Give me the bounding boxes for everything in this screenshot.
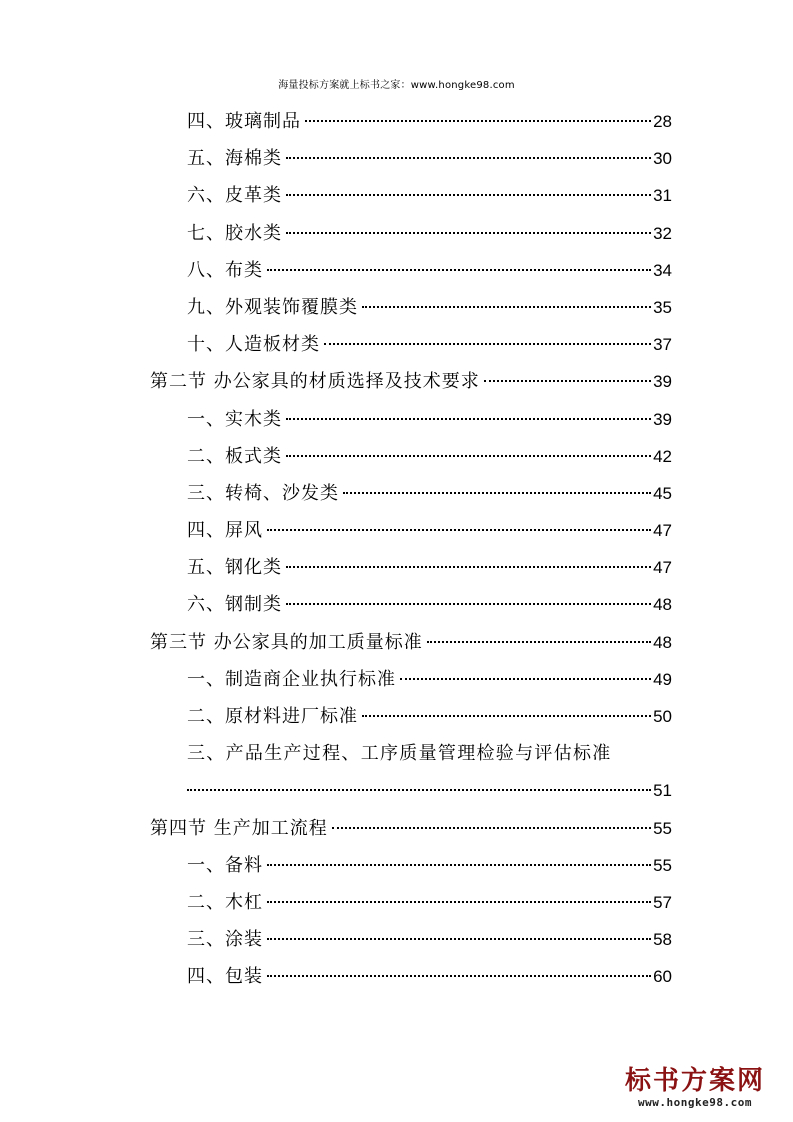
toc-entry-title: 二、原材料进厂标准 (187, 706, 358, 727)
toc-entry-page: 39 (653, 372, 672, 392)
toc-entry-title: 第三节 办公家具的加工质量标准 (150, 631, 423, 653)
toc-entry-title: 第二节 办公家具的材质选择及技术要求 (150, 371, 480, 393)
toc-entry-page: 48 (653, 632, 672, 652)
toc-entry[interactable] (150, 698, 672, 735)
toc-entry-title: 八、布类 (187, 259, 263, 281)
toc-entry-title: 五、钢化类 (187, 557, 282, 579)
toc-entry[interactable] (150, 252, 672, 289)
toc-dot-leader (362, 715, 651, 717)
page-header: 海量投标方案就上标书之家：www.hongke98.com (278, 80, 515, 91)
toc-entry-title: 四、屏风 (187, 520, 263, 542)
toc-entry-page: 55 (653, 855, 672, 875)
toc-dot-leader (286, 232, 651, 234)
toc-dot-leader (286, 455, 651, 457)
toc-entry[interactable] (150, 475, 672, 512)
toc-dot-leader (332, 827, 651, 829)
toc-entry[interactable] (150, 326, 672, 363)
toc-entry-page: 37 (653, 335, 672, 355)
toc-entry-title: 五、海棉类 (187, 148, 282, 170)
toc-entry-page: 55 (653, 818, 672, 838)
toc-entry[interactable] (150, 586, 672, 623)
toc-dot-leader (427, 641, 651, 643)
toc-entry[interactable] (150, 438, 672, 475)
toc-entry[interactable] (150, 140, 672, 177)
toc-entry-title: 一、制造商企业执行标准 (187, 668, 396, 690)
toc-entry-page: 45 (653, 483, 672, 503)
toc-dot-leader (305, 120, 651, 122)
watermark-logo (615, 1066, 775, 1110)
toc-dot-leader (286, 603, 651, 605)
toc-entry[interactable] (150, 549, 672, 586)
toc-entry-title: 第四节 生产加工流程 (150, 817, 328, 839)
toc-entry[interactable] (150, 847, 672, 884)
toc-entry[interactable] (150, 401, 672, 438)
toc-dot-leader (267, 864, 651, 866)
toc-entry[interactable] (150, 177, 672, 214)
toc-entry[interactable] (150, 215, 672, 252)
toc-dot-leader (400, 678, 651, 680)
toc-dot-leader (362, 306, 651, 308)
toc-dot-leader (343, 492, 651, 494)
toc-entry[interactable] (150, 884, 672, 921)
toc-entry-page: 34 (653, 260, 672, 280)
toc-entry-page: 60 (653, 967, 672, 987)
toc-entry-page: 39 (653, 409, 672, 429)
toc-entry-page: 50 (653, 707, 672, 726)
toc-dot-leader (286, 157, 651, 159)
toc-entry-page: 47 (653, 558, 672, 578)
toc-dot-leader (267, 975, 651, 977)
toc-entry-title: 四、包装 (187, 966, 263, 988)
toc-entry[interactable] (150, 661, 672, 698)
toc-dot-leader (267, 269, 651, 271)
toc-entry[interactable] (150, 921, 672, 958)
toc-entry-page: 35 (653, 297, 672, 317)
toc-entry[interactable] (150, 103, 672, 140)
toc-dot-leader (484, 380, 651, 382)
toc-entry-title: 六、皮革类 (187, 185, 282, 207)
table-of-contents (150, 103, 672, 996)
toc-entry-page: 30 (653, 149, 672, 169)
toc-entry-title: 一、备料 (187, 854, 263, 876)
toc-section-entry[interactable] (150, 624, 672, 661)
toc-entry-title: 三、转椅、沙发类 (187, 482, 339, 504)
toc-entry[interactable] (150, 289, 672, 326)
toc-entry-page: 28 (653, 112, 672, 131)
toc-dot-leader (286, 566, 651, 568)
toc-entry-title: 九、外观装饰覆膜类 (187, 296, 358, 318)
toc-entry-title: 十、人造板材类 (187, 334, 320, 356)
toc-entry-title: 一、实木类 (187, 408, 282, 430)
watermark-title: 标书方案网 (624, 1066, 765, 1096)
toc-entry-page: 32 (653, 223, 672, 243)
toc-entry-title: 三、产品生产过程、工序质量管理检验与评估标准 (187, 743, 612, 765)
toc-dot-leader (267, 901, 651, 903)
toc-dot-leader (187, 789, 651, 791)
toc-entry-title: 二、板式类 (187, 445, 282, 467)
toc-entry-title: 三、涂装 (187, 929, 263, 951)
toc-entry-continuation[interactable] (150, 772, 672, 809)
toc-entry-page: 49 (653, 669, 672, 689)
toc-dot-leader (286, 418, 651, 420)
toc-section-entry[interactable] (150, 810, 672, 847)
toc-entry-page: 48 (653, 595, 672, 615)
toc-entry-title: 四、玻璃制品 (187, 111, 301, 132)
toc-entry-page: 51 (653, 781, 672, 801)
toc-entry-title: 二、木杠 (187, 891, 263, 913)
toc-dot-leader (267, 938, 651, 940)
toc-dot-leader (324, 343, 651, 345)
toc-entry[interactable] (150, 735, 672, 772)
toc-entry-page: 47 (653, 521, 672, 541)
toc-section-entry[interactable] (150, 363, 672, 400)
toc-dot-leader (267, 529, 651, 531)
toc-entry[interactable] (150, 958, 672, 995)
toc-entry-page: 58 (653, 930, 672, 950)
toc-entry[interactable] (150, 512, 672, 549)
toc-dot-leader (286, 194, 651, 196)
toc-entry-title: 七、胶水类 (187, 222, 282, 244)
toc-entry-page: 31 (653, 186, 672, 206)
toc-entry-title: 六、钢制类 (187, 594, 282, 616)
toc-entry-page: 42 (653, 446, 672, 466)
watermark-url: www.hongke98.com (638, 1096, 752, 1109)
toc-entry-page: 57 (653, 892, 672, 912)
